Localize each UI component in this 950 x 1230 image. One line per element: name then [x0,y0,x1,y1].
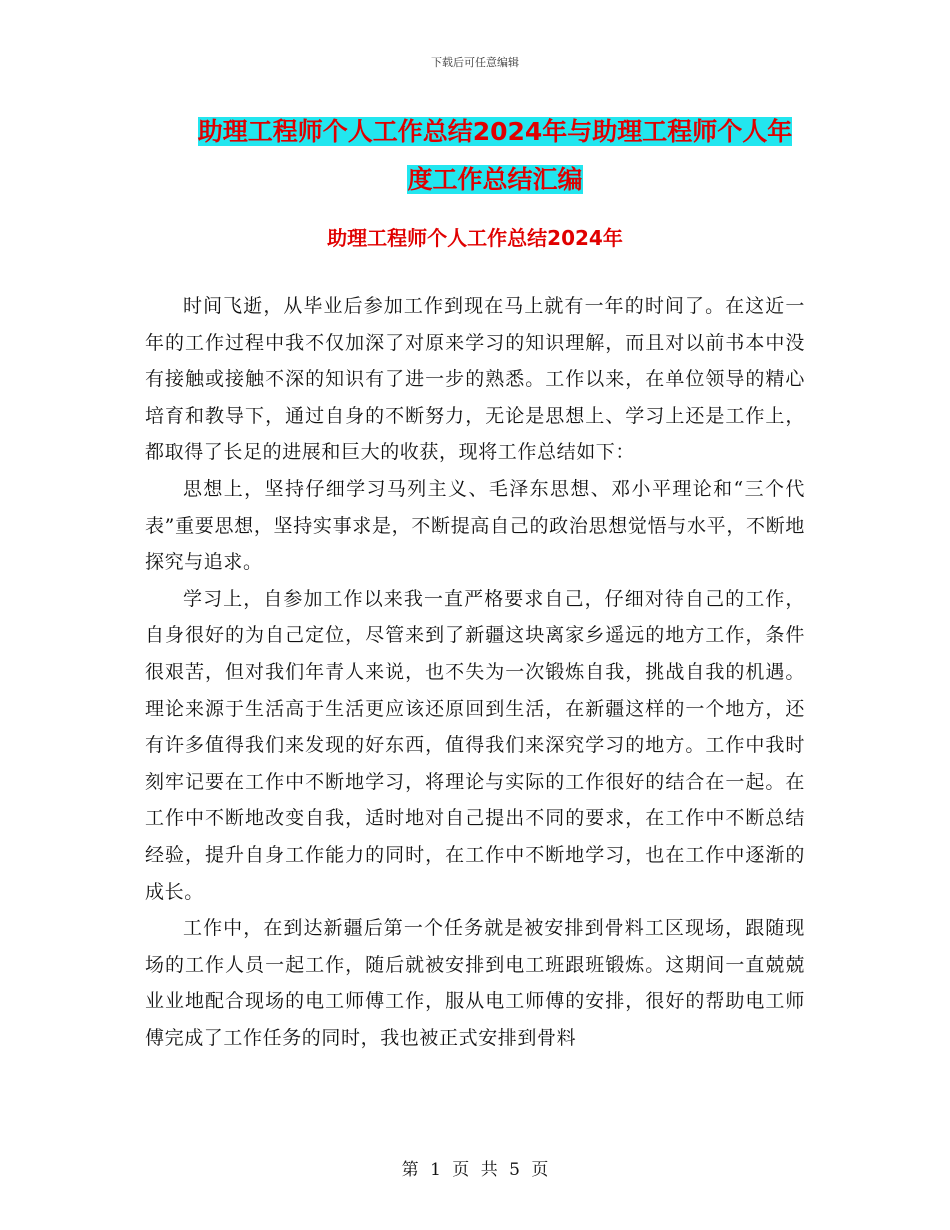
paragraph-thought: 思想上，坚持仔细学习马列主义、毛泽东思想、邓小平理论和“三个代表”重要思想，坚持实事求是，不断提高自己的政治思想觉悟与水平，不断地探究与追求。 [145,477,805,574]
header-note: 下载后可任意编辑 [431,56,519,69]
paragraph-study: 学习上，自参加工作以来我一直严格要求自己，仔细对待自己的工作，自身很好的为自己定位，尽管来到了新疆这块离家乡遥远的地方工作，条件很艰苦，但对我们年青人来说，也不失为一次锻炼自我，挑战自我的机遇。理论来源于生活高于生活更应该还原回到生活，在新疆这样的一个地方，还有许多值得我们来发现的好东西，值得我们来深究学习的地方。工作中我时刻牢记要在工作中不断地学习，将理论与实际的工作很好的结合在一起。在工作中不断地改变自我，适时地对自己提出不同的要求，在工作中不断总结经验，提升自身工作能力的同时，在工作中不断地学习，也在工作中逐渐的成长。 [145,587,805,903]
document-body [145,288,805,1056]
section-title: 助理工程师个人工作总结2024年 [327,226,623,250]
main-title-line-1: 助理工程师个人工作总结2024年与助理工程师个人年 [197,117,793,146]
document-main-title [150,108,840,204]
paragraph-intro: 时间飞逝，从毕业后参加工作到现在马上就有一年的时间了。在这近一年的工作过程中我不仅加深了对原来学习的知识理解，而且对以前书本中没有接触或接触不深的知识有了进一步的熟悉。工作以来，在单位领导的精心培育和教导下，通过自身的不断努力，无论是思想上、学习上还是工作上，都取得了长足的进展和巨大的收获，现将工作总结如下： [145,295,805,464]
main-title-line-2: 度工作总结汇编 [407,165,583,194]
page-number-footer: 第 1 页 共 5 页 [401,1160,549,1180]
paragraph-work: 工作中，在到达新疆后第一个任务就是被安排到骨料工区现场，跟随现场的工作人员一起工作，随后就被安排到电工班跟班锻炼。这期间一直兢兢业业地配合现场的电工师傅工作，服从电工师傅的安排，很好的帮助电工师傅完成了工作任务的同时，我也被正式安排到骨料 [145,917,805,1049]
